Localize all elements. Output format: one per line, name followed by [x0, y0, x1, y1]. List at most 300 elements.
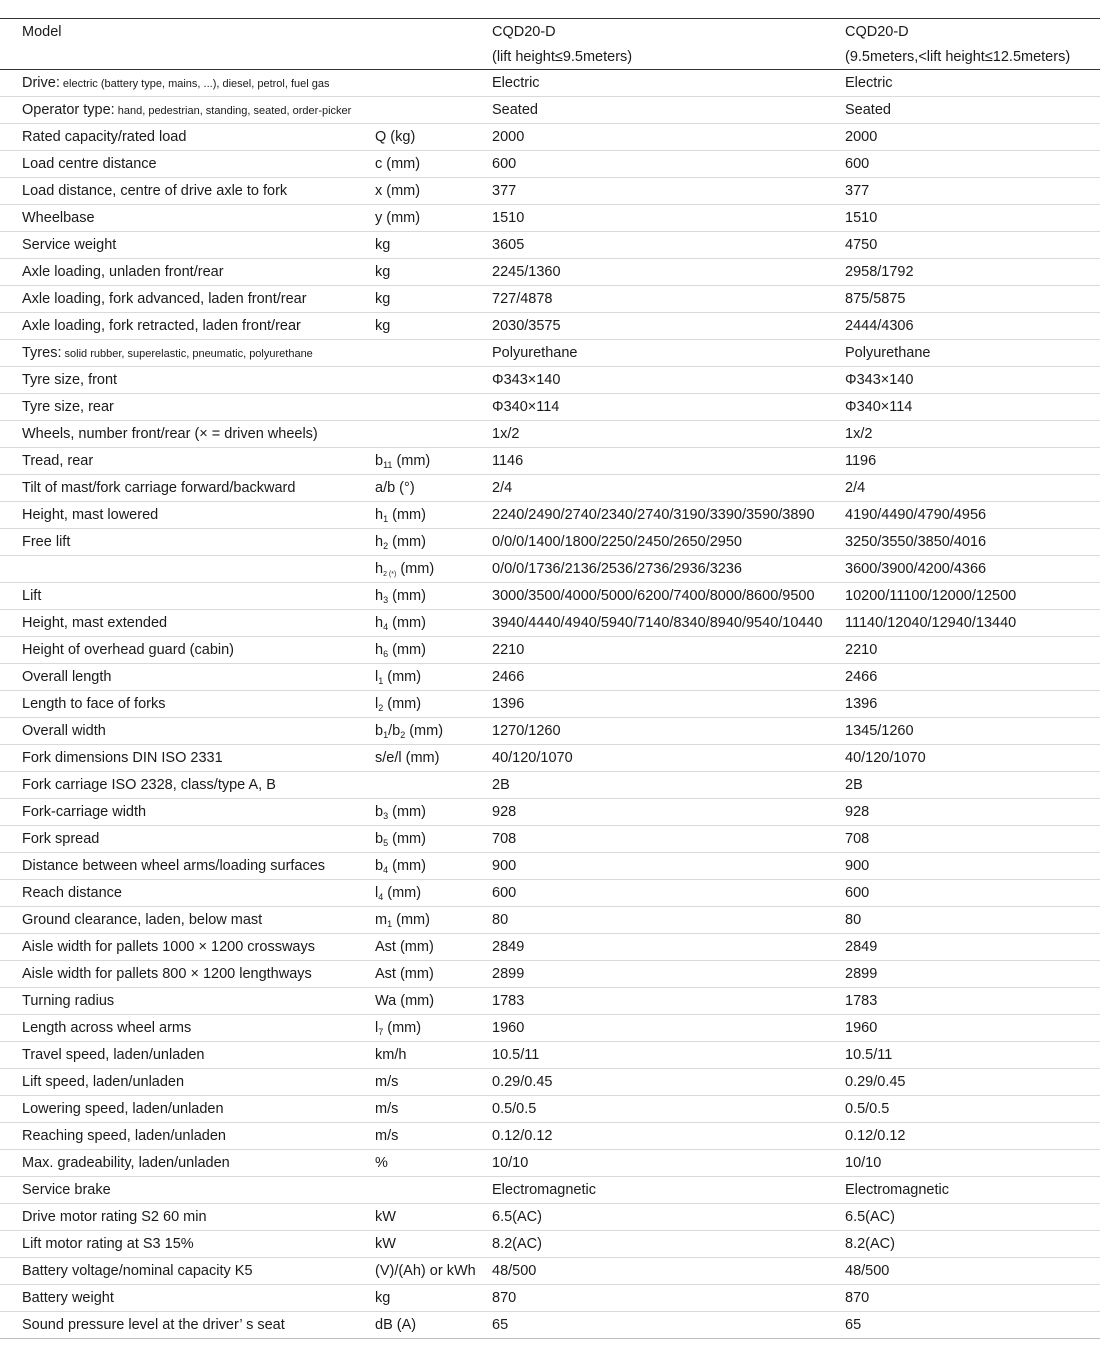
- value-cell-2: 10.5/11: [845, 1042, 1100, 1069]
- table-row: [0, 934, 1100, 961]
- param-cell: [0, 259, 375, 286]
- unit-subscript: 1: [387, 919, 393, 929]
- value-cell-1: 2000: [492, 124, 845, 151]
- unit-cell: [375, 1069, 492, 1096]
- unit-symbol: l: [375, 1020, 379, 1036]
- value-cell-2: 0.12/0.12: [845, 1123, 1100, 1150]
- param-cell: [0, 1204, 375, 1231]
- param-label: Distance between wheel arms/loading surfaces: [22, 858, 326, 874]
- unit-label: kg: [375, 318, 391, 334]
- param-cell: [0, 907, 375, 934]
- param-cell: [0, 313, 375, 340]
- unit-suffix: (mm): [388, 588, 426, 604]
- value-cell-1: 0.29/0.45: [492, 1069, 845, 1096]
- value-cell-1: 1x/2: [492, 421, 845, 448]
- table-row: [0, 313, 1100, 340]
- table-row: [0, 961, 1100, 988]
- unit-label: m/s: [375, 1128, 399, 1144]
- param-label: Lift: [22, 588, 42, 604]
- value-cell-1: 727/4878: [492, 286, 845, 313]
- unit-label: kg: [375, 237, 391, 253]
- value-cell-2: Electromagnetic: [845, 1177, 1100, 1204]
- param-label: Axle loading, fork retracted, laden front/rear: [22, 318, 301, 334]
- unit-cell: [375, 394, 492, 421]
- param-cell: [0, 556, 375, 583]
- param-label: Length to face of forks: [22, 696, 166, 712]
- unit-cell: [375, 934, 492, 961]
- value-cell-1: 870: [492, 1285, 845, 1312]
- value-cell-1: 6.5(AC): [492, 1204, 845, 1231]
- value-cell-1: 0.12/0.12: [492, 1123, 845, 1150]
- unit-subscript: 4: [378, 892, 384, 902]
- unit-subscript: 4: [383, 865, 389, 875]
- value-cell-1: 1146: [492, 448, 845, 475]
- unit-label: Q (kg): [375, 129, 416, 145]
- param-label: Fork carriage ISO 2328, class/type A, B: [22, 777, 276, 793]
- param-cell: [0, 70, 375, 97]
- col2-note: (9.5meters,<lift height≤12.5meters): [845, 44, 1100, 70]
- param-label: Load distance, centre of drive axle to fork: [22, 183, 288, 199]
- param-cell: [0, 799, 375, 826]
- col1-model: CQD20-D: [492, 19, 845, 45]
- value-cell-1: 3000/3500/4000/5000/6200/7400/8000/8600/9500: [492, 583, 845, 610]
- unit-cell: [375, 529, 492, 556]
- unit-subscript: 1: [383, 730, 389, 740]
- unit-symbol: h: [375, 534, 384, 550]
- table-row: [0, 232, 1100, 259]
- param-cell: [0, 934, 375, 961]
- unit-label: Ast (mm): [375, 966, 434, 982]
- col2-model: CQD20-D: [845, 19, 1100, 45]
- value-cell-2: 2899: [845, 961, 1100, 988]
- param-cell: [0, 394, 375, 421]
- unit-label: m/s: [375, 1074, 399, 1090]
- unit-symbol-2: /b: [388, 723, 401, 739]
- value-cell-1: 2/4: [492, 475, 845, 502]
- table-row: [0, 529, 1100, 556]
- param-cell: [0, 718, 375, 745]
- unit-suffix: (mm): [388, 534, 426, 550]
- unit-subscript: 5: [383, 838, 389, 848]
- unit-suffix: (mm): [383, 696, 422, 712]
- value-cell-2: 708: [845, 826, 1100, 853]
- param-label: Drive:: [22, 75, 60, 91]
- value-cell-2: 48/500: [845, 1258, 1100, 1285]
- col1-note: (lift height≤9.5meters): [492, 44, 845, 70]
- unit-symbol: b: [375, 723, 384, 739]
- value-cell-2: Seated: [845, 97, 1100, 124]
- unit-suffix: (mm): [388, 615, 426, 631]
- unit-cell: [375, 826, 492, 853]
- table-row: [0, 178, 1100, 205]
- unit-label: kg: [375, 264, 391, 280]
- table-header: [0, 19, 1100, 70]
- param-label: Height, mast lowered: [22, 507, 159, 523]
- spec-table: [0, 18, 1100, 1339]
- table-row: [0, 880, 1100, 907]
- unit-label: y (mm): [375, 210, 421, 226]
- param-label: Lift motor rating at S3 15%: [22, 1236, 194, 1252]
- value-cell-1: 8.2(AC): [492, 1231, 845, 1258]
- value-cell-2: 3250/3550/3850/4016: [845, 529, 1100, 556]
- unit-subscript: 2 (*): [383, 571, 397, 578]
- param-label: Height, mast extended: [22, 615, 168, 631]
- table-row: [0, 421, 1100, 448]
- unit-subscript: 11: [383, 460, 393, 470]
- table-row: [0, 1285, 1100, 1312]
- param-cell: [0, 1096, 375, 1123]
- table-row: [0, 853, 1100, 880]
- value-cell-2: 1396: [845, 691, 1100, 718]
- unit-cell: [375, 772, 492, 799]
- unit-cell: [375, 232, 492, 259]
- value-cell-2: 6.5(AC): [845, 1204, 1100, 1231]
- table-row: [0, 637, 1100, 664]
- header-sub-blank-unit: [375, 44, 492, 70]
- table-row: [0, 205, 1100, 232]
- value-cell-2: 10200/11100/12000/12500: [845, 583, 1100, 610]
- table-row: [0, 70, 1100, 97]
- unit-suffix: (mm): [388, 507, 426, 523]
- value-cell-1: Electromagnetic: [492, 1177, 845, 1204]
- value-cell-1: 2210: [492, 637, 845, 664]
- unit-label: dB (A): [375, 1317, 417, 1333]
- param-cell: [0, 97, 375, 124]
- param-cell: [0, 124, 375, 151]
- param-cell: [0, 1150, 375, 1177]
- param-label: Aisle width for pallets 1000 × 1200 crossways: [22, 939, 315, 955]
- value-cell-2: 2849: [845, 934, 1100, 961]
- value-cell-1: 10.5/11: [492, 1042, 845, 1069]
- header-sub-blank: [0, 44, 375, 70]
- value-cell-1: 2B: [492, 772, 845, 799]
- unit-cell: [375, 421, 492, 448]
- param-cell: [0, 1312, 375, 1339]
- param-label: Tyre size, rear: [22, 399, 114, 415]
- unit-symbol: m: [375, 912, 388, 928]
- param-label: Reach distance: [22, 885, 122, 901]
- unit-subscript: 6: [383, 649, 389, 659]
- value-cell-2: 2B: [845, 772, 1100, 799]
- value-cell-1: Φ343×140: [492, 367, 845, 394]
- value-cell-2: 1783: [845, 988, 1100, 1015]
- table-row: [0, 1069, 1100, 1096]
- unit-symbol: l: [375, 669, 379, 685]
- value-cell-2: 10/10: [845, 1150, 1100, 1177]
- value-cell-1: 10/10: [492, 1150, 845, 1177]
- value-cell-1: Φ340×114: [492, 394, 845, 421]
- param-cell: [0, 1015, 375, 1042]
- unit-subscript: 2: [383, 541, 389, 551]
- value-cell-1: 0/0/0/1736/2136/2536/2736/2936/3236: [492, 556, 845, 583]
- unit-label: kg: [375, 1290, 391, 1306]
- value-cell-1: 1783: [492, 988, 845, 1015]
- value-cell-1: 600: [492, 151, 845, 178]
- value-cell-2: 1196: [845, 448, 1100, 475]
- table-row: [0, 826, 1100, 853]
- param-cell: [0, 583, 375, 610]
- value-cell-1: 708: [492, 826, 845, 853]
- value-cell-1: 377: [492, 178, 845, 205]
- param-cell: [0, 1069, 375, 1096]
- param-cell: [0, 286, 375, 313]
- value-cell-1: 1510: [492, 205, 845, 232]
- value-cell-1: 900: [492, 853, 845, 880]
- table-row: [0, 772, 1100, 799]
- unit-cell: [375, 853, 492, 880]
- table-row: [0, 367, 1100, 394]
- header-row: [0, 19, 1100, 45]
- value-cell-2: 1345/1260: [845, 718, 1100, 745]
- unit-cell: [375, 205, 492, 232]
- value-cell-1: 1960: [492, 1015, 845, 1042]
- unit-suffix: (mm): [388, 858, 426, 874]
- param-label: Turning radius: [22, 993, 115, 1009]
- value-cell-1: 0.5/0.5: [492, 1096, 845, 1123]
- value-cell-2: 3600/3900/4200/4366: [845, 556, 1100, 583]
- param-label: Load centre distance: [22, 156, 157, 172]
- unit-suffix: (mm): [383, 669, 422, 685]
- unit-cell: [375, 1177, 492, 1204]
- value-cell-2: 0.5/0.5: [845, 1096, 1100, 1123]
- value-cell-2: 8.2(AC): [845, 1231, 1100, 1258]
- unit-symbol: h: [375, 507, 384, 523]
- param-label: Drive motor rating S2 60 min: [22, 1209, 207, 1225]
- param-label: Height of overhead guard (cabin): [22, 642, 234, 658]
- param-cell: [0, 421, 375, 448]
- param-label: Axle loading, unladen front/rear: [22, 264, 224, 280]
- param-cell: [0, 232, 375, 259]
- param-label: Free lift: [22, 534, 71, 550]
- unit-cell: [375, 1312, 492, 1339]
- value-cell-1: 2245/1360: [492, 259, 845, 286]
- unit-symbol: l: [375, 696, 379, 712]
- value-cell-2: Electric: [845, 70, 1100, 97]
- unit-symbol: l: [375, 885, 379, 901]
- param-cell: [0, 664, 375, 691]
- unit-label: x (mm): [375, 183, 421, 199]
- param-cell: [0, 1231, 375, 1258]
- unit-cell: [375, 718, 492, 745]
- unit-label: kW: [375, 1236, 396, 1252]
- unit-cell: [375, 583, 492, 610]
- value-cell-1: Electric: [492, 70, 845, 97]
- unit-cell: [375, 1285, 492, 1312]
- param-cell: [0, 1258, 375, 1285]
- unit-cell: [375, 880, 492, 907]
- param-label: Fork-carriage width: [22, 804, 147, 820]
- param-label: Tyre size, front: [22, 372, 118, 388]
- unit-label: %: [375, 1155, 388, 1171]
- unit-cell: [375, 691, 492, 718]
- param-label: Operator type:: [22, 102, 115, 118]
- table-row: [0, 475, 1100, 502]
- value-cell-2: 4190/4490/4790/4956: [845, 502, 1100, 529]
- param-label: Lowering speed, laden/unladen: [22, 1101, 224, 1117]
- unit-cell: [375, 1204, 492, 1231]
- param-label: Aisle width for pallets 800 × 1200 lengthways: [22, 966, 312, 982]
- param-cell: [0, 178, 375, 205]
- unit-cell: [375, 799, 492, 826]
- unit-cell: [375, 259, 492, 286]
- unit-cell: [375, 340, 492, 367]
- param-note: electric (battery type, mains, ...), diesel, petrol, fuel gas: [59, 78, 330, 90]
- param-label: Lift speed, laden/unladen: [22, 1074, 185, 1090]
- param-label: Length across wheel arms: [22, 1020, 192, 1036]
- unit-cell: [375, 1231, 492, 1258]
- table-row: [0, 691, 1100, 718]
- value-cell-2: 4750: [845, 232, 1100, 259]
- value-cell-1: 2899: [492, 961, 845, 988]
- unit-cell: [375, 961, 492, 988]
- unit-subscript: 7: [378, 1027, 384, 1037]
- unit-cell: [375, 988, 492, 1015]
- param-cell: [0, 637, 375, 664]
- unit-cell: [375, 286, 492, 313]
- value-cell-2: 377: [845, 178, 1100, 205]
- unit-symbol: b: [375, 858, 384, 874]
- param-cell: [0, 1123, 375, 1150]
- unit-cell: [375, 1015, 492, 1042]
- unit-symbol: h: [375, 642, 384, 658]
- value-cell-2: 2466: [845, 664, 1100, 691]
- param-label: Fork dimensions DIN ISO 2331: [22, 750, 223, 766]
- unit-cell: [375, 556, 492, 583]
- value-cell-2: 900: [845, 853, 1100, 880]
- param-label: Max. gradeability, laden/unladen: [22, 1155, 230, 1171]
- value-cell-1: 0/0/0/1400/1800/2250/2450/2650/2950: [492, 529, 845, 556]
- unit-label: Ast (mm): [375, 939, 434, 955]
- param-label: Axle loading, fork advanced, laden front/rear: [22, 291, 307, 307]
- value-cell-1: 2849: [492, 934, 845, 961]
- value-cell-2: 40/120/1070: [845, 745, 1100, 772]
- param-cell: [0, 205, 375, 232]
- param-label: Overall width: [22, 723, 106, 739]
- value-cell-1: 80: [492, 907, 845, 934]
- unit-cell: [375, 637, 492, 664]
- param-label: Battery weight: [22, 1290, 114, 1306]
- unit-cell: [375, 907, 492, 934]
- value-cell-1: Polyurethane: [492, 340, 845, 367]
- value-cell-2: 80: [845, 907, 1100, 934]
- unit-suffix: (mm): [396, 561, 435, 577]
- unit-suffix: (mm): [392, 453, 431, 469]
- table-row: [0, 394, 1100, 421]
- param-cell: [0, 610, 375, 637]
- unit-cell: [375, 1150, 492, 1177]
- value-cell-2: 2958/1792: [845, 259, 1100, 286]
- unit-label: km/h: [375, 1047, 407, 1063]
- unit-label: (V)/(Ah) or kWh: [375, 1263, 476, 1279]
- param-label: Overall length: [22, 669, 112, 685]
- value-cell-2: Polyurethane: [845, 340, 1100, 367]
- unit-symbol: b: [375, 804, 384, 820]
- value-cell-2: 1x/2: [845, 421, 1100, 448]
- unit-symbol: b: [375, 453, 384, 469]
- unit-suffix: (mm): [405, 723, 444, 739]
- unit-suffix: (mm): [388, 642, 426, 658]
- value-cell-1: 2466: [492, 664, 845, 691]
- unit-suffix: (mm): [383, 1020, 422, 1036]
- table-row: [0, 1204, 1100, 1231]
- unit-cell: [375, 502, 492, 529]
- param-note: hand, pedestrian, standing, seated, order-picker: [114, 105, 352, 117]
- param-cell: [0, 151, 375, 178]
- unit-cell: [375, 1123, 492, 1150]
- param-cell: [0, 826, 375, 853]
- unit-label: m/s: [375, 1101, 399, 1117]
- value-cell-2: 928: [845, 799, 1100, 826]
- unit-symbol: h: [375, 615, 384, 631]
- param-cell: [0, 1042, 375, 1069]
- unit-cell: [375, 367, 492, 394]
- value-cell-2: 0.29/0.45: [845, 1069, 1100, 1096]
- table-row: [0, 988, 1100, 1015]
- table-row: [0, 151, 1100, 178]
- table-row: [0, 259, 1100, 286]
- param-label: Service brake: [22, 1182, 111, 1198]
- unit-cell: [375, 1096, 492, 1123]
- param-label: Tyres:: [22, 345, 62, 361]
- value-cell-2: Φ340×114: [845, 394, 1100, 421]
- param-cell: [0, 475, 375, 502]
- param-cell: [0, 529, 375, 556]
- value-cell-1: 40/120/1070: [492, 745, 845, 772]
- table-row: [0, 799, 1100, 826]
- value-cell-2: 1960: [845, 1015, 1100, 1042]
- unit-cell: [375, 664, 492, 691]
- unit-cell: [375, 448, 492, 475]
- table-row: [0, 286, 1100, 313]
- header-subrow: [0, 44, 1100, 70]
- param-cell: [0, 1285, 375, 1312]
- table-row: [0, 448, 1100, 475]
- param-cell: [0, 502, 375, 529]
- value-cell-1: 2030/3575: [492, 313, 845, 340]
- param-label: Fork spread: [22, 831, 100, 847]
- table-body: [0, 70, 1100, 1339]
- unit-label: kW: [375, 1209, 396, 1225]
- param-cell: [0, 448, 375, 475]
- param-label: Wheels, number front/rear (× = driven wheels): [22, 426, 318, 442]
- unit-cell: [375, 151, 492, 178]
- unit-label: kg: [375, 291, 391, 307]
- unit-subscript: 1: [378, 676, 384, 686]
- param-label: Reaching speed, laden/unladen: [22, 1128, 226, 1144]
- value-cell-2: 2210: [845, 637, 1100, 664]
- table-row: [0, 1042, 1100, 1069]
- table-row: [0, 1312, 1100, 1339]
- value-cell-1: 3940/4440/4940/5940/7140/8340/8940/9540/10440: [492, 610, 845, 637]
- unit-cell: [375, 70, 492, 97]
- param-cell: [0, 745, 375, 772]
- unit-symbol: h: [375, 561, 384, 577]
- unit-cell: [375, 745, 492, 772]
- param-label: Tread, rear: [22, 453, 94, 469]
- param-label: Battery voltage/nominal capacity K5: [22, 1263, 253, 1279]
- unit-suffix: (mm): [392, 912, 430, 928]
- unit-suffix: (mm): [388, 831, 426, 847]
- unit-cell: [375, 97, 492, 124]
- table-row: [0, 1231, 1100, 1258]
- table-row: [0, 610, 1100, 637]
- unit-subscript: 4: [383, 622, 389, 632]
- unit-cell: [375, 475, 492, 502]
- value-cell-1: 48/500: [492, 1258, 845, 1285]
- unit-suffix: (mm): [388, 804, 426, 820]
- table-row: [0, 97, 1100, 124]
- unit-suffix: (mm): [383, 885, 422, 901]
